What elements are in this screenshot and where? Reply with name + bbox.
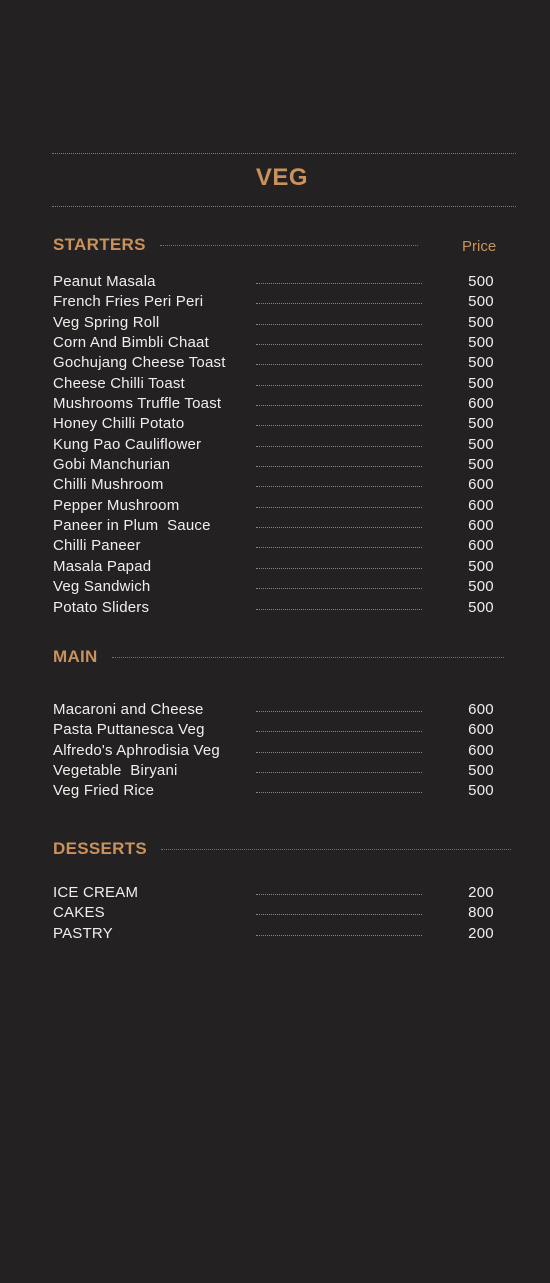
item-name: Mushrooms Truffle Toast — [53, 395, 222, 413]
item-name: Vegetable Biryani — [53, 762, 178, 780]
item-name: Honey Chilli Potato — [53, 415, 185, 433]
item-price: 600 — [468, 537, 494, 555]
item-name: Chilli Paneer — [53, 537, 141, 555]
dotted-leader — [256, 283, 422, 284]
item-name: Corn And Bimbli Chaat — [53, 334, 209, 352]
item-name: ICE CREAM — [53, 884, 139, 901]
menu-item — [53, 292, 513, 312]
menu-item — [53, 577, 513, 597]
item-price: 500 — [468, 456, 494, 474]
item-price: 500 — [468, 578, 494, 596]
desserts-title: DESSERTS — [53, 839, 148, 858]
item-name: Macaroni and Cheese — [53, 701, 204, 718]
dotted-leader — [256, 609, 422, 610]
dotted-leader — [256, 303, 422, 304]
menu-item — [53, 720, 513, 740]
dotted-leader — [256, 507, 422, 508]
item-name: Paneer in Plum Sauce — [53, 517, 211, 535]
item-name: Chilli Mushroom — [53, 476, 164, 494]
menu-item — [53, 394, 513, 414]
dotted-leader — [256, 344, 422, 345]
menu-item — [53, 741, 513, 761]
dotted-leader — [256, 792, 422, 793]
menu-item — [53, 598, 513, 618]
menu-item — [53, 536, 513, 556]
menu-item — [53, 924, 513, 944]
item-name: Kung Pao Cauliflower — [53, 435, 202, 453]
desserts-list — [53, 883, 513, 944]
dotted-leader — [256, 385, 422, 386]
dotted-leader — [256, 711, 422, 712]
item-name: Gochujang Cheese Toast — [53, 354, 226, 372]
dotted-leader — [256, 364, 422, 365]
bottom-divider — [52, 206, 516, 207]
item-price: 600 — [468, 701, 494, 718]
item-price: 500 — [468, 374, 494, 392]
item-price: 500 — [468, 435, 494, 453]
main-title: MAIN — [53, 647, 98, 666]
item-price: 600 — [468, 721, 494, 739]
dotted-leader — [256, 731, 422, 732]
item-price: 500 — [468, 598, 494, 616]
dotted-leader — [256, 547, 422, 548]
menu-item — [53, 475, 513, 495]
starters-title: STARTERS — [53, 235, 146, 254]
item-name: French Fries Peri Peri — [53, 293, 204, 311]
dotted-leader — [256, 935, 422, 936]
dotted-leader — [256, 446, 422, 447]
menu-title: VEG — [255, 164, 309, 191]
item-price: 500 — [468, 313, 494, 331]
item-price: 500 — [468, 415, 494, 433]
item-price: 500 — [468, 354, 494, 372]
item-price: 600 — [468, 395, 494, 413]
menu-item — [53, 557, 513, 577]
desserts-header — [53, 838, 511, 860]
main-header — [53, 646, 504, 668]
item-name: Alfredo's Aphrodisia Veg — [53, 741, 220, 759]
menu-item — [53, 516, 513, 536]
menu-item — [53, 883, 513, 903]
item-price: 500 — [468, 782, 494, 800]
item-name: Veg Fried Rice — [53, 782, 155, 800]
menu-item — [53, 903, 513, 923]
starters-header-leader — [160, 245, 418, 246]
main-list — [53, 700, 513, 802]
item-name: Veg Spring Roll — [53, 313, 160, 331]
item-name: Pasta Puttanesca Veg — [53, 721, 205, 739]
item-name: Gobi Manchurian — [53, 456, 171, 474]
item-price: 500 — [468, 557, 494, 575]
price-column-label: Price — [462, 238, 497, 255]
item-price: 600 — [468, 741, 494, 759]
desserts-header-leader — [161, 849, 511, 850]
menu-item — [53, 353, 513, 373]
dotted-leader — [256, 486, 422, 487]
dotted-leader — [256, 752, 422, 753]
dotted-leader — [256, 588, 422, 589]
item-name: Veg Sandwich — [53, 578, 151, 596]
dotted-leader — [256, 527, 422, 528]
menu-item — [53, 414, 513, 434]
starters-header — [53, 234, 418, 256]
dotted-leader — [256, 914, 422, 915]
dotted-leader — [256, 568, 422, 569]
item-price: 500 — [468, 762, 494, 780]
dotted-leader — [256, 324, 422, 325]
item-name: PASTRY — [53, 924, 113, 942]
item-price: 600 — [468, 517, 494, 535]
main-header-leader — [112, 657, 504, 658]
item-name: Potato Sliders — [53, 598, 150, 616]
dotted-leader — [256, 894, 422, 895]
menu-item — [53, 700, 513, 720]
menu-item — [53, 374, 513, 394]
menu-item — [53, 761, 513, 781]
item-price: 500 — [468, 334, 494, 352]
dotted-leader — [256, 405, 422, 406]
menu-item — [53, 781, 513, 801]
item-name: Pepper Mushroom — [53, 496, 180, 514]
item-price: 500 — [468, 293, 494, 311]
item-price: 600 — [468, 476, 494, 494]
item-price: 500 — [468, 273, 494, 290]
starters-list — [53, 272, 513, 618]
dotted-leader — [256, 425, 422, 426]
menu-item — [53, 435, 513, 455]
menu-item — [53, 496, 513, 516]
item-price: 200 — [468, 884, 494, 901]
item-name: Masala Papad — [53, 557, 152, 575]
item-name: CAKES — [53, 904, 105, 922]
item-price: 200 — [468, 924, 494, 942]
item-price: 800 — [468, 904, 494, 922]
item-name: Cheese Chilli Toast — [53, 374, 185, 392]
menu-item — [53, 455, 513, 475]
top-divider — [52, 153, 516, 154]
item-name: Peanut Masala — [53, 273, 156, 290]
dotted-leader — [256, 772, 422, 773]
menu-item — [53, 333, 513, 353]
menu-item — [53, 272, 513, 292]
menu-item — [53, 313, 513, 333]
dotted-leader — [256, 466, 422, 467]
item-price: 600 — [468, 496, 494, 514]
